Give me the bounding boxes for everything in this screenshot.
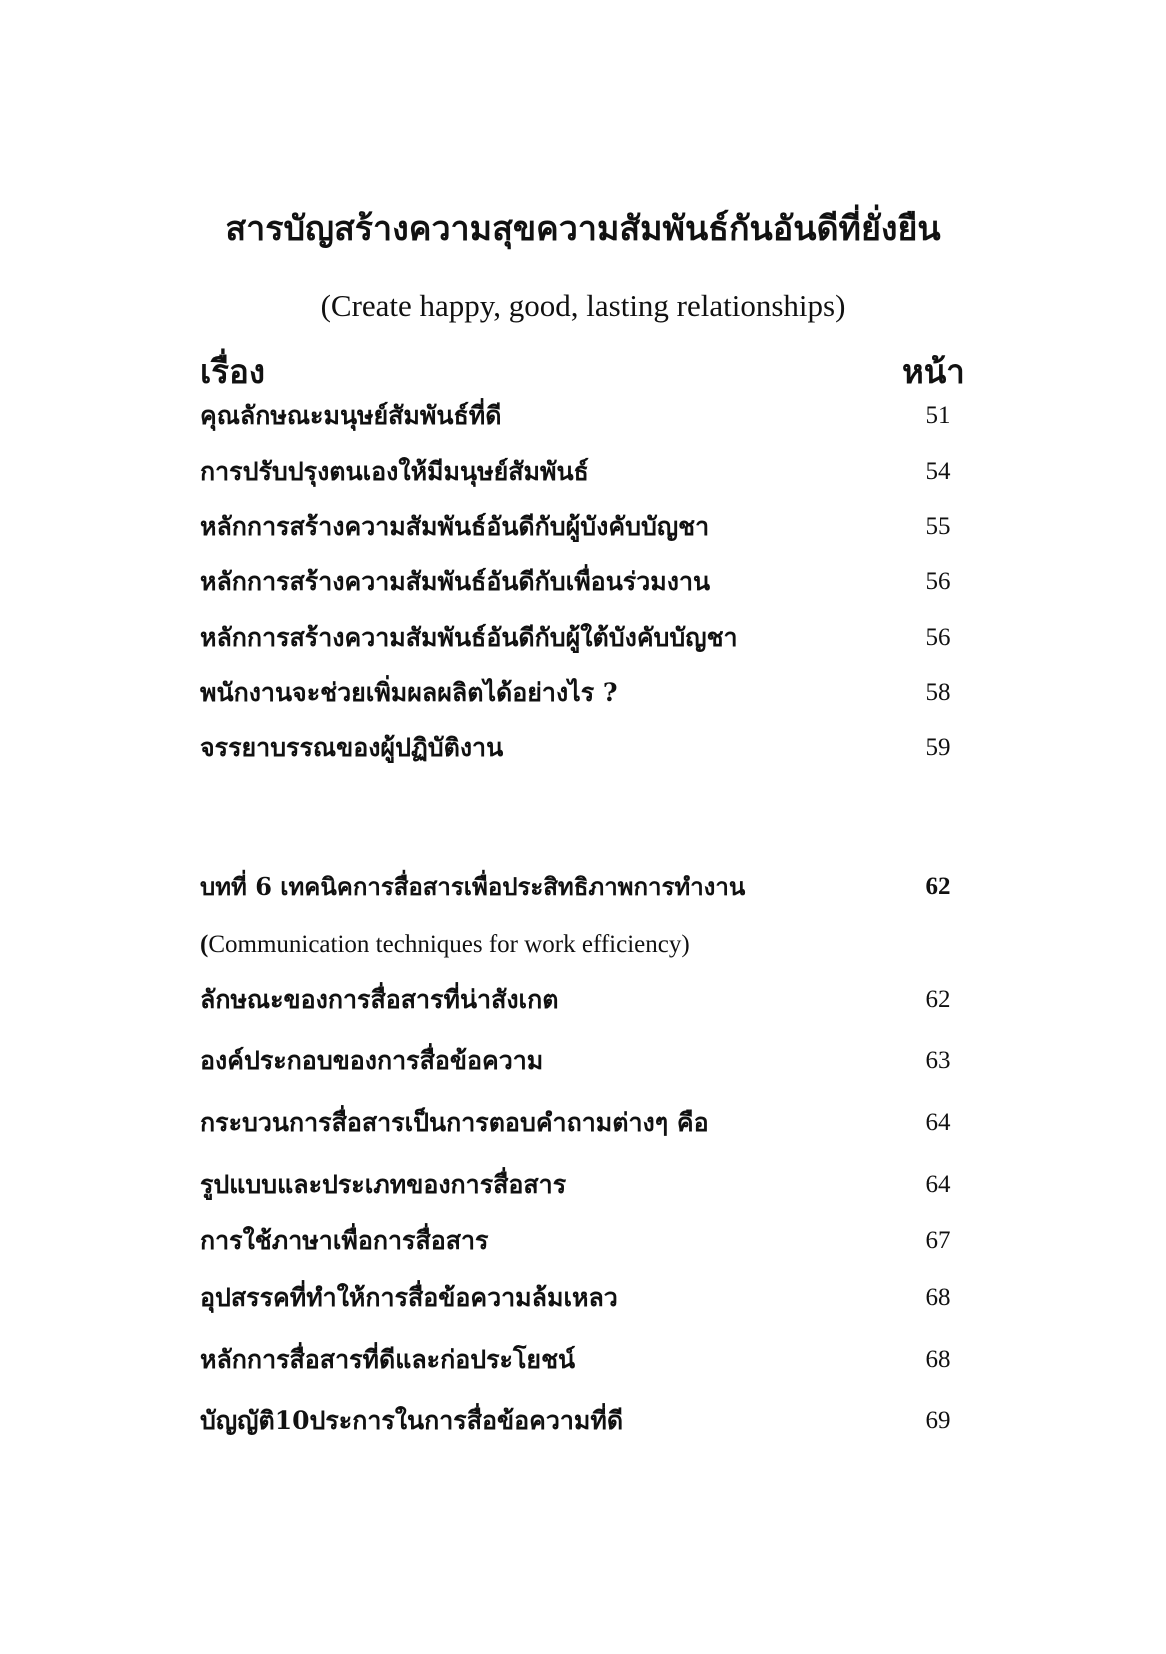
toc-entry-page: 58 (925, 679, 951, 706)
column-header-topic: เรื่อง (200, 352, 265, 391)
toc-entry (200, 1103, 960, 1143)
toc-entry-page: 62 (925, 986, 951, 1013)
chapter-english-open-paren: ( (200, 931, 209, 958)
toc-entry-title: รูปแบบและประเภทของการสื่อสาร (200, 1170, 567, 1199)
toc-entry-page: 64 (925, 1171, 951, 1198)
chapter-page: 62 (925, 873, 951, 900)
toc-entry-page: 51 (925, 402, 951, 429)
toc-entry-title: หลักการสร้างความสัมพันธ์อันดีกับผู้บังคับบัญชา (200, 512, 710, 541)
toc-entry (200, 980, 960, 1020)
toc-entry-page: 55 (925, 513, 951, 540)
toc-entry-title: หลักการสร้างความสัมพันธ์อันดีกับผู้ใต้บังคับบัญชา (200, 623, 738, 652)
toc-entry-title: บัญญัติ10ประการในการสื่อข้อความที่ดี (200, 1406, 624, 1435)
toc-entry-title: หลักการสร้างความสัมพันธ์อันดีกับเพื่อนร่วมงาน (200, 567, 711, 596)
toc-entry-title: อุปสรรคที่ทำให้การสื่อข้อความล้มเหลว (200, 1283, 618, 1312)
toc-entry (200, 1401, 960, 1441)
toc-entry (200, 1165, 960, 1205)
chapter-english-text: Communication techniques for work efficiency) (208, 931, 690, 958)
toc-entry (200, 728, 960, 768)
toc-entry-page: 64 (925, 1109, 951, 1136)
toc-entry (200, 507, 960, 547)
column-header-page: หน้า (902, 352, 965, 391)
toc-entry (200, 1221, 960, 1261)
toc-entry-page: 69 (925, 1407, 951, 1434)
chapter-heading (200, 867, 960, 907)
toc-entry (200, 396, 960, 436)
toc-entry (200, 562, 960, 602)
toc-entry-title: จรรยาบรรณของผู้ปฏิบัติงาน (200, 733, 504, 762)
toc-entry-page: 63 (925, 1047, 951, 1074)
page-subtitle: (Create happy, good, lasting relationships) (320, 288, 846, 323)
toc-entry-title: คุณลักษณะมนุษย์สัมพันธ์ที่ดี (200, 401, 502, 430)
toc-entry (200, 1041, 960, 1081)
chapter-title: บทที่ 6 เทคนิคการสื่อสารเพื่อประสิทธิภาพการทำงาน (200, 872, 746, 901)
toc-entry-title: พนักงานจะช่วยเพิ่มผลผลิตได้อย่างไร ? (200, 678, 618, 707)
page-title: สารบัญสร้างความสุขความสัมพันธ์กันอันดีที่ยั่งยืน (225, 209, 941, 249)
toc-entry-title: การปรับปรุงตนเองให้มีมนุษย์สัมพันธ์ (200, 457, 589, 486)
toc-entry-title: ลักษณะของการสื่อสารที่น่าสังเกต (200, 985, 559, 1014)
toc-entry-page: 54 (925, 458, 951, 485)
toc-entry-title: หลักการสื่อสารที่ดีและก่อประโยชน์ (200, 1345, 576, 1374)
toc-entry-page: 67 (925, 1227, 951, 1254)
toc-entry-page: 68 (925, 1284, 951, 1311)
toc-entry (200, 452, 960, 492)
toc-entry-page: 59 (925, 734, 951, 761)
toc-entry-page: 56 (925, 568, 951, 595)
toc-entry-page: 68 (925, 1346, 951, 1373)
toc-entry (200, 1340, 960, 1380)
toc-entry-title: การใช้ภาษาเพื่อการสื่อสาร (200, 1226, 489, 1255)
toc-entry-page: 56 (925, 624, 951, 651)
toc-entry (200, 618, 960, 658)
chapter-english-title (200, 925, 690, 965)
toc-entry (200, 673, 960, 713)
toc-entry (200, 1278, 960, 1318)
toc-entry-title: กระบวนการสื่อสารเป็นการตอบคำถามต่างๆ คือ (200, 1108, 709, 1137)
toc-entry-title: องค์ประกอบของการสื่อข้อความ (200, 1046, 544, 1075)
